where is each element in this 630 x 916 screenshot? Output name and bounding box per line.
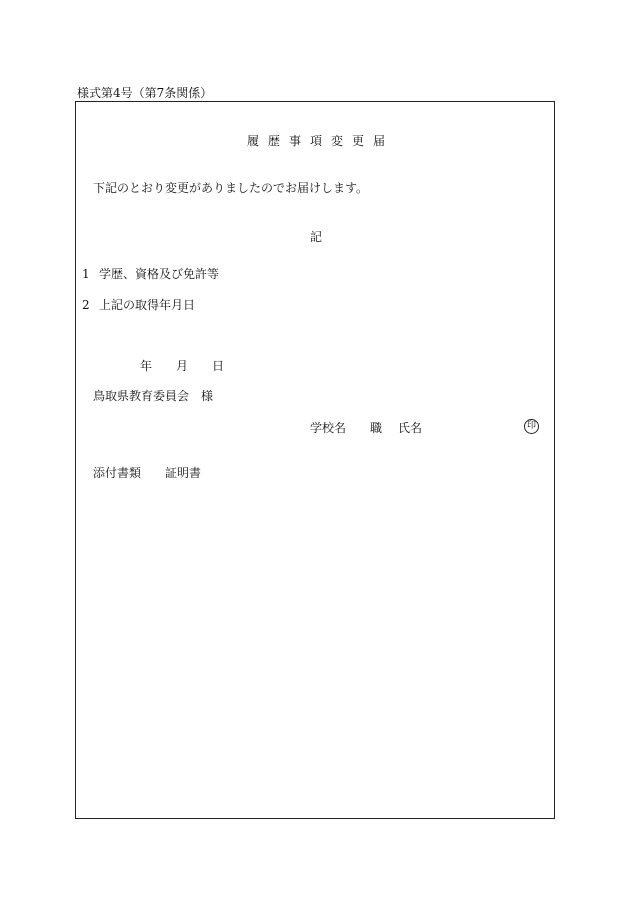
attachments-line [93,466,201,480]
position-label: 職 [370,421,383,435]
list-item [82,267,219,281]
date-year: 年 [140,359,153,373]
date-day: 日 [212,359,225,373]
name-label: 氏名 [398,421,423,435]
seal-icon: 印 [524,419,539,434]
list-item [82,298,195,312]
item-text: 学歴、資格及び免許等 [99,267,220,281]
form-frame [75,101,555,819]
attachments-label: 添付書類 [93,466,142,480]
item-number: 1 [82,267,90,281]
attachments-value: 証明書 [165,466,202,480]
form-number: 様式第4号（第7条関係） [77,86,213,100]
school-label: 学校名 [310,421,347,435]
date-line [140,359,224,373]
addressee: 鳥取県教育委員会 様 [93,389,214,403]
date-month: 月 [176,359,189,373]
ki-heading: 記 [309,230,322,244]
signature-line [310,421,422,435]
item-number: 2 [82,298,90,312]
item-text: 上記の取得年月日 [99,298,196,312]
intro-text: 下記のとおり変更がありましたのでお届けします。 [93,181,369,195]
document-title: 履歴事項変更届 [246,134,394,148]
